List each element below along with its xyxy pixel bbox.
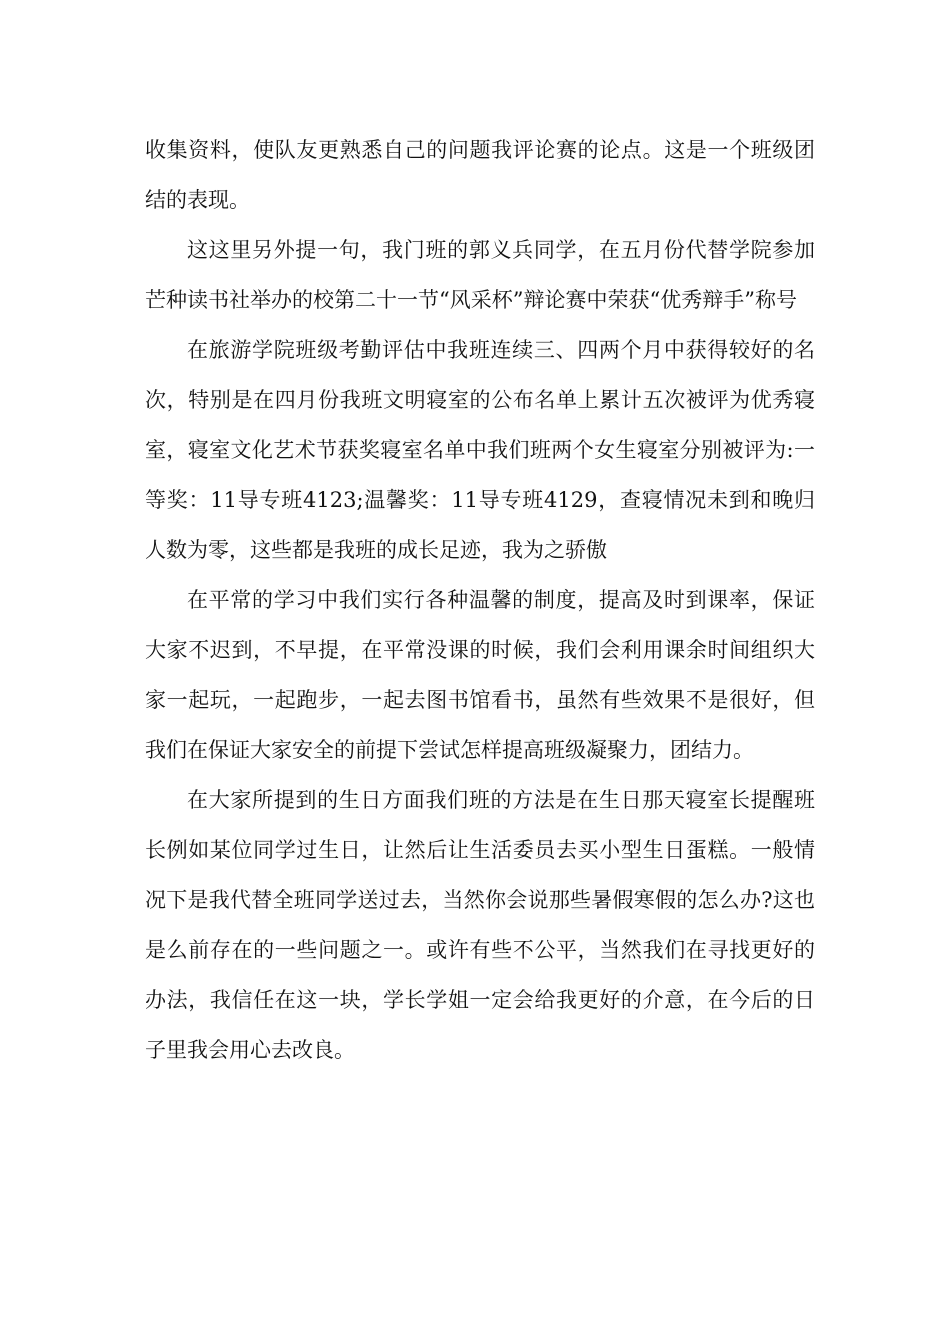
- paragraph-debate-award: 这这里另外提一句，我门班的郭义兵同学，在五月份代替学院参加芒种读书社举办的校第二十一节“风采杯”辩论赛中荣获“优秀辩手”称号: [145, 238, 815, 312]
- document-body: [145, 125, 815, 1075]
- paragraph-attendance-dorm: 在旅游学院班级考勤评估中我班连续三、四两个月中获得较好的名次，特别是在四月份我班文明寝室的公布名单上累计五次被评为优秀寝室，寝室文化艺术节获奖寝室名单中我们班两个女生寝室分别被评为:一等奖：11导专班4123;温馨奖：11导专班4129，查寝情况未到和晚归人数为零，这些都是我班的成长足迹，我为之骄傲: [145, 338, 815, 562]
- paragraph-study-activities: 在平常的学习中我们实行各种温馨的制度，提高及时到课率，保证大家不迟到，不早提，在平常没课的时候，我们会利用课余时间组织大家一起玩，一起跑步，一起去图书馆看书，虽然有些效果不是很好，但我们在保证大家安全的前提下尝试怎样提高班级凝聚力，团结力。: [145, 588, 815, 762]
- paragraph-continued: 收集资料，使队友更熟悉自己的问题我评论赛的论点。这是一个班级团结的表现。: [145, 138, 815, 212]
- paragraph-birthday: 在大家所提到的生日方面我们班的方法是在生日那天寝室长提醒班长例如某位同学过生日，让然后让生活委员去买小型生日蛋糕。一般情况下是我代替全班同学送过去，当然你会说那些暑假寒假的怎么办?这也是么前存在的一些问题之一。或许有些不公平，当然我们在寻找更好的办法，我信任在这一块，学长学姐一定会给我更好的介意，在今后的日子里我会用心去改良。: [145, 788, 815, 1062]
